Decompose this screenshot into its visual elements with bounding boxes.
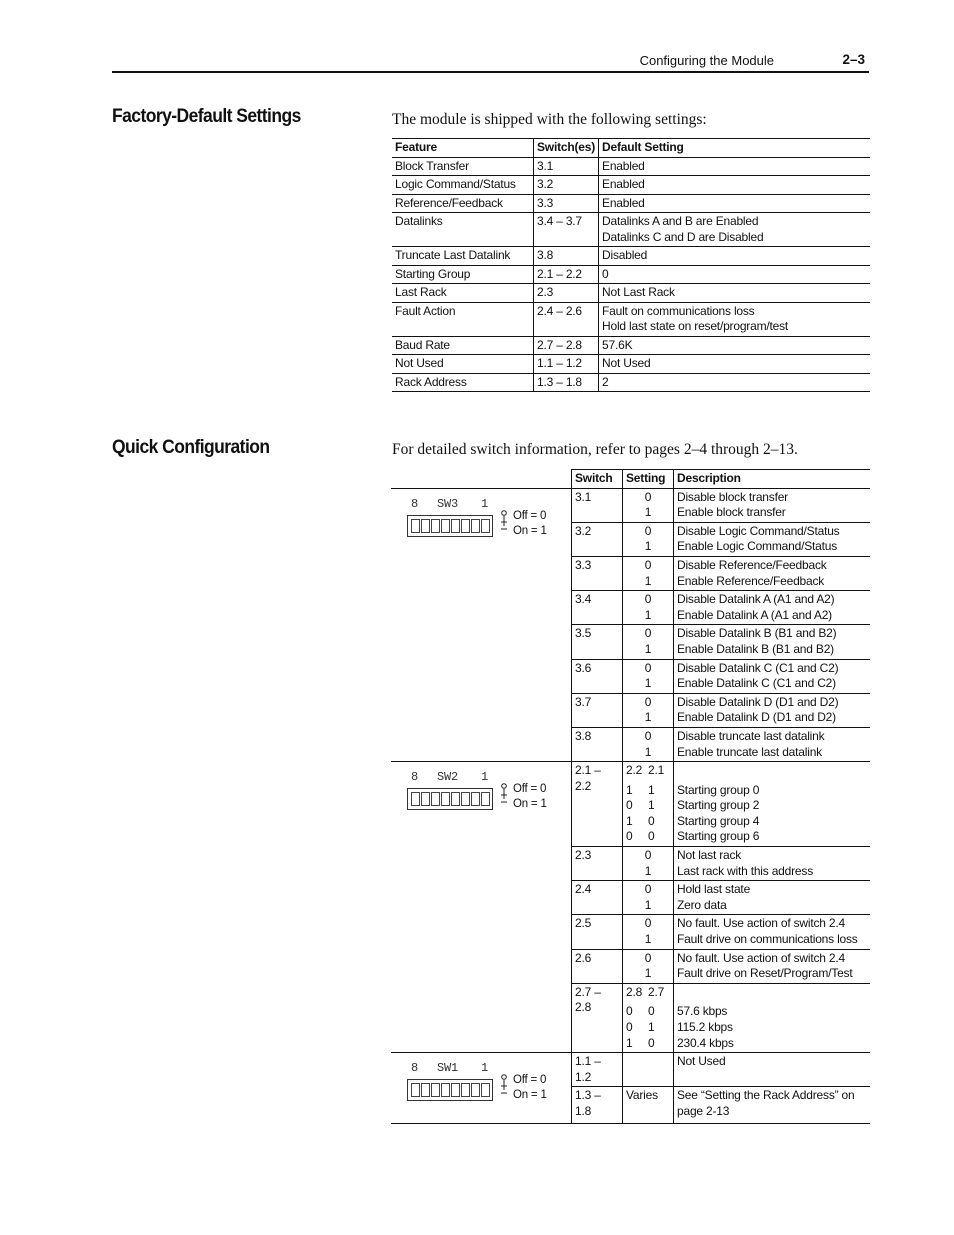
description-line: Starting group 2	[677, 798, 760, 813]
table-row	[391, 762, 870, 847]
default-cell	[599, 336, 870, 355]
setting-combo	[626, 1036, 670, 1052]
setting-value: 1	[644, 710, 652, 725]
setting-subheader-label: 2.1	[648, 763, 665, 778]
setting-value: 1	[648, 1020, 655, 1034]
dip-slider	[481, 792, 490, 806]
spacer	[677, 985, 867, 1005]
dip-illustration-cell	[391, 1053, 572, 1124]
setting-cell	[623, 488, 674, 522]
table-row	[392, 373, 870, 392]
feature-cell: Fault Action	[392, 302, 534, 336]
default-line: Hold last state on reset/program/test	[602, 319, 789, 333]
default-cell	[599, 302, 870, 336]
col-switches: Switch(es)	[534, 139, 599, 158]
dip-low-label: 1	[481, 496, 489, 511]
col-switch: Switch	[572, 470, 623, 489]
description-cell	[674, 915, 871, 949]
default-line: 0	[602, 266, 609, 281]
setting-value: 1	[626, 1035, 633, 1050]
description-cell	[674, 488, 871, 522]
setting-value: 0	[626, 798, 633, 813]
default-cell	[599, 284, 870, 303]
dip-switch-strip	[407, 788, 493, 810]
toggle-symbol-icon	[500, 783, 508, 811]
description-line: Enable Datalink D (D1 and D2)	[677, 710, 836, 725]
setting-value: 0	[644, 489, 652, 504]
dip-slider	[471, 792, 480, 806]
setting-combo	[626, 783, 670, 799]
description-line: Starting group 6	[677, 829, 760, 844]
switch-cell: 2.7 – 2.8	[572, 983, 623, 1052]
description-cell	[674, 659, 871, 693]
switch-cell: 2.3	[534, 284, 599, 303]
table-row	[392, 284, 870, 303]
on-label: On = 1	[513, 798, 547, 811]
running-header	[112, 52, 867, 71]
dip-illustration-cell	[391, 488, 572, 762]
setting-value: 0	[644, 660, 652, 675]
dip-slider	[411, 519, 420, 533]
setting-value: 1	[626, 813, 633, 828]
description-cell	[674, 949, 871, 983]
setting-cell	[623, 693, 674, 727]
setting-value: 1	[644, 607, 652, 622]
default-line: Enabled	[602, 158, 645, 173]
table-row	[392, 213, 870, 247]
dip-slider	[451, 519, 460, 533]
switch-cell: 2.3	[572, 847, 623, 881]
description-line: Disable truncate last datalink	[677, 728, 825, 743]
setting-cell	[623, 983, 674, 1052]
table-row	[391, 488, 870, 522]
description-cell	[674, 847, 871, 881]
setting-combo	[626, 798, 670, 814]
description-cell	[674, 693, 871, 727]
table-row	[392, 157, 870, 176]
description-line: Enable Datalink A (A1 and A2)	[677, 607, 832, 622]
header-rule	[112, 71, 869, 73]
setting-value: 0	[626, 829, 633, 844]
dip-slider	[431, 1083, 440, 1097]
setting-value: 0	[644, 557, 652, 572]
setting-value: 0	[648, 829, 655, 844]
setting-combo	[626, 814, 670, 830]
dip-switch-0	[405, 497, 565, 557]
setting-value: 1	[644, 744, 652, 759]
description-cell	[674, 556, 871, 590]
setting-value: 1	[644, 539, 652, 554]
setting-value: 0	[644, 950, 652, 965]
table-header-row	[391, 470, 870, 489]
setting-subheader-label: 2.2	[626, 763, 643, 778]
dip-slider	[421, 792, 430, 806]
description-line: Enable Logic Command/Status	[677, 539, 838, 554]
default-line: Fault on communications loss	[602, 303, 755, 318]
dip-slider	[461, 1083, 470, 1097]
switch-cell: 3.1	[572, 488, 623, 522]
setting-value: 0	[644, 523, 652, 538]
dip-slider	[411, 1083, 420, 1097]
default-cell	[599, 213, 870, 247]
setting-cell	[623, 556, 674, 590]
description-line: 230.4 kbps	[677, 1035, 734, 1050]
setting-value: 0	[644, 848, 652, 863]
default-line: Disabled	[602, 248, 648, 262]
description-line: Disable Datalink A (A1 and A2)	[677, 592, 835, 607]
dip-slider	[421, 519, 430, 533]
dip-switch-strip	[407, 515, 493, 537]
dip-illustration-cell	[391, 762, 572, 1053]
description-cell	[674, 522, 871, 556]
feature-cell: Reference/Feedback	[392, 194, 534, 213]
table-row	[392, 194, 870, 213]
description-line: Disable Datalink B (B1 and B2)	[677, 626, 837, 641]
setting-subheader-label: 2.7	[648, 984, 665, 999]
dip-switch-2	[405, 1061, 565, 1121]
setting-combo	[626, 1004, 670, 1020]
setting-value: 1	[644, 505, 652, 520]
switch-cell: 3.8	[572, 727, 623, 761]
switch-cell: 3.6	[572, 659, 623, 693]
description-line: Not last rack	[677, 848, 742, 863]
setting-value: 1	[644, 863, 652, 878]
feature-cell: Starting Group	[392, 265, 534, 284]
setting-cell	[623, 591, 674, 625]
setting-cell	[623, 727, 674, 761]
off-label: Off = 0	[513, 1074, 547, 1087]
description-line: No fault. Use action of switch 2.4	[677, 950, 845, 965]
setting-cell	[623, 881, 674, 915]
default-line: 57.6K	[602, 337, 633, 352]
switch-cell: 1.3 – 1.8	[572, 1087, 623, 1124]
dip-slider	[411, 792, 420, 806]
off-label: Off = 0	[513, 509, 547, 522]
default-line: Not Last Rack	[602, 285, 675, 299]
setting-value: 1	[644, 641, 652, 656]
default-cell	[599, 194, 870, 213]
table-row	[392, 176, 870, 195]
description-line: Fault drive on Reset/Program/Test	[677, 966, 853, 981]
dip-slider	[441, 519, 450, 533]
description-line: 115.2 kbps	[677, 1020, 733, 1034]
setting-value: 1	[648, 798, 655, 813]
setting-cell	[623, 659, 674, 693]
setting-value: 0	[644, 592, 652, 607]
setting-subheader	[626, 763, 670, 779]
table-row	[392, 355, 870, 374]
off-on-legend	[513, 1073, 547, 1103]
quick-config-heading: Quick Configuration	[112, 437, 270, 458]
default-line: Enabled	[602, 177, 645, 191]
setting-subheader-label: 2.8	[626, 984, 643, 999]
switch-cell: 1.3 – 1.8	[534, 373, 599, 392]
dip-switch-strip	[407, 1079, 493, 1101]
feature-cell: Baud Rate	[392, 336, 534, 355]
setting-value: 0	[644, 916, 652, 931]
dip-switch-1	[405, 770, 565, 830]
setting-value: 0	[644, 694, 652, 709]
feature-cell: Rack Address	[392, 373, 534, 392]
col-description: Description	[674, 470, 871, 489]
feature-cell: Last Rack	[392, 284, 534, 303]
on-label: On = 1	[513, 1089, 547, 1102]
factory-defaults-table	[392, 138, 870, 392]
description-line: Last rack with this address	[677, 863, 813, 878]
dip-low-label: 1	[481, 770, 489, 785]
setting-value: 0	[644, 882, 652, 897]
feature-cell: Truncate Last Datalink	[392, 247, 534, 266]
switch-cell: 3.5	[572, 625, 623, 659]
col-default: Default Setting	[599, 139, 870, 158]
description-cell: See “Setting the Rack Address” on page 2-13	[674, 1087, 871, 1124]
dip-slider	[431, 792, 440, 806]
default-line: Datalinks C and D are Disabled	[602, 229, 764, 244]
setting-cell	[623, 847, 674, 881]
setting-cell: Varies	[623, 1087, 674, 1124]
switch-cell: 2.4 – 2.6	[534, 302, 599, 336]
dip-high-label: 8	[411, 770, 419, 785]
dip-slider	[461, 792, 470, 806]
setting-value: 0	[644, 728, 652, 743]
switch-cell: 2.5	[572, 915, 623, 949]
description-line: Starting group 0	[677, 782, 760, 797]
setting-value: 0	[648, 1035, 655, 1050]
setting-combo	[626, 1020, 670, 1036]
switch-cell: 1.1 – 1.2	[534, 355, 599, 374]
switch-cell: 2.1 – 2.2	[572, 762, 623, 847]
dip-slider	[481, 519, 490, 533]
default-line: Not Used	[602, 356, 651, 370]
setting-value: 1	[644, 676, 652, 691]
default-line: Enabled	[602, 195, 645, 210]
off-on-legend	[513, 782, 547, 812]
switch-cell: 3.3	[572, 556, 623, 590]
feature-cell: Block Transfer	[392, 157, 534, 176]
switch-cell: 3.4	[572, 591, 623, 625]
setting-value: 1	[626, 782, 633, 797]
description-cell	[674, 983, 871, 1052]
setting-value: 1	[648, 782, 655, 797]
setting-combo	[626, 829, 670, 845]
description-cell	[674, 727, 871, 761]
dip-high-label: 8	[411, 1061, 419, 1076]
default-line: 2	[602, 374, 609, 389]
switch-cell: 3.1	[534, 157, 599, 176]
header-title: Configuring the Module	[639, 53, 774, 68]
setting-cell	[623, 915, 674, 949]
feature-cell: Logic Command/Status	[392, 176, 534, 195]
description-line: Starting group 4	[677, 813, 760, 828]
setting-value: 1	[644, 897, 652, 912]
description-line: 57.6 kbps	[677, 1004, 728, 1019]
dip-high-label: 8	[411, 496, 419, 511]
switch-cell: 3.7	[572, 693, 623, 727]
description-line: Disable Datalink C (C1 and C2)	[677, 660, 839, 675]
dip-slider	[441, 1083, 450, 1097]
switch-cell: 3.2	[534, 176, 599, 195]
dip-slider	[471, 1083, 480, 1097]
default-line: Datalinks A and B are Enabled	[602, 214, 759, 228]
description-cell	[674, 625, 871, 659]
switch-cell: 2.4	[572, 881, 623, 915]
page-number: 2–3	[842, 52, 865, 67]
description-line: Disable Reference/Feedback	[677, 557, 827, 572]
toggle-symbol-icon	[500, 510, 508, 538]
toggle-symbol-icon	[500, 1074, 508, 1102]
dip-slider	[471, 519, 480, 533]
table-row	[392, 265, 870, 284]
description-line: No fault. Use action of switch 2.4	[677, 916, 845, 931]
description-line: Enable Datalink C (C1 and C2)	[677, 676, 836, 691]
switch-cell: 2.7 – 2.8	[534, 336, 599, 355]
description-line: Enable block transfer	[677, 505, 786, 520]
default-cell	[599, 176, 870, 195]
on-label: On = 1	[513, 524, 547, 537]
setting-cell	[623, 762, 674, 847]
description-line: Fault drive on communications loss	[677, 932, 858, 947]
description-line: Zero data	[677, 897, 727, 912]
table-row	[392, 336, 870, 355]
switch-cell: 2.6	[572, 949, 623, 983]
setting-value: 0	[648, 813, 655, 828]
setting-cell	[623, 949, 674, 983]
description-line: Disable block transfer	[677, 489, 788, 504]
col-illustration	[391, 470, 572, 489]
col-setting: Setting	[623, 470, 674, 489]
factory-defaults-heading: Factory-Default Settings	[112, 106, 301, 127]
setting-cell	[623, 625, 674, 659]
dip-slider	[431, 519, 440, 533]
table-row	[392, 247, 870, 266]
description-cell	[674, 881, 871, 915]
col-feature: Feature	[392, 139, 534, 158]
table-row	[391, 1053, 870, 1087]
setting-value: 0	[648, 1004, 655, 1019]
switch-cell: 3.3	[534, 194, 599, 213]
dip-name-label: SW3	[437, 496, 459, 511]
description-line: Enable truncate last datalink	[677, 744, 822, 759]
dip-slider	[461, 519, 470, 533]
default-cell	[599, 373, 870, 392]
dip-slider	[441, 792, 450, 806]
description-cell	[674, 591, 871, 625]
switch-cell: 2.1 – 2.2	[534, 265, 599, 284]
table-header-row	[392, 139, 870, 158]
description-line: Hold last state	[677, 882, 751, 897]
quick-config-intro: For detailed switch information, refer to pages 2–4 through 2–13.	[392, 441, 798, 458]
setting-value: 1	[644, 573, 652, 588]
default-cell	[599, 355, 870, 374]
switch-cell: 3.4 – 3.7	[534, 213, 599, 247]
dip-slider	[421, 1083, 430, 1097]
dip-slider	[451, 792, 460, 806]
description-line: Disable Logic Command/Status	[677, 523, 840, 538]
switch-cell: 3.2	[572, 522, 623, 556]
quick-config-table	[391, 469, 870, 1124]
setting-value: 0	[626, 1020, 633, 1034]
setting-subheader	[626, 985, 670, 1001]
switch-cell: 1.1 – 1.2	[572, 1053, 623, 1087]
dip-low-label: 1	[481, 1061, 489, 1076]
switch-cell: 3.8	[534, 247, 599, 266]
dip-name-label: SW1	[437, 1061, 459, 1076]
setting-value: 1	[644, 966, 652, 981]
setting-cell	[623, 1053, 674, 1087]
table-row	[392, 302, 870, 336]
setting-value: 0	[626, 1004, 633, 1019]
description-line: Enable Reference/Feedback	[677, 573, 825, 588]
default-cell	[599, 157, 870, 176]
off-label: Off = 0	[513, 783, 547, 796]
spacer	[677, 763, 867, 783]
factory-defaults-intro: The module is shipped with the following settings:	[392, 111, 707, 128]
setting-value: 1	[644, 932, 652, 947]
dip-name-label: SW2	[437, 770, 459, 785]
dip-slider	[481, 1083, 490, 1097]
description-cell	[674, 762, 871, 847]
feature-cell: Datalinks	[392, 213, 534, 247]
setting-value: 0	[644, 626, 652, 641]
default-cell	[599, 247, 870, 266]
setting-cell	[623, 522, 674, 556]
dip-slider	[451, 1083, 460, 1097]
description-cell: Not Used	[674, 1053, 871, 1087]
feature-cell: Not Used	[392, 355, 534, 374]
description-line: Disable Datalink D (D1 and D2)	[677, 694, 839, 709]
description-line: Enable Datalink B (B1 and B2)	[677, 641, 834, 656]
default-cell	[599, 265, 870, 284]
off-on-legend	[513, 509, 547, 539]
